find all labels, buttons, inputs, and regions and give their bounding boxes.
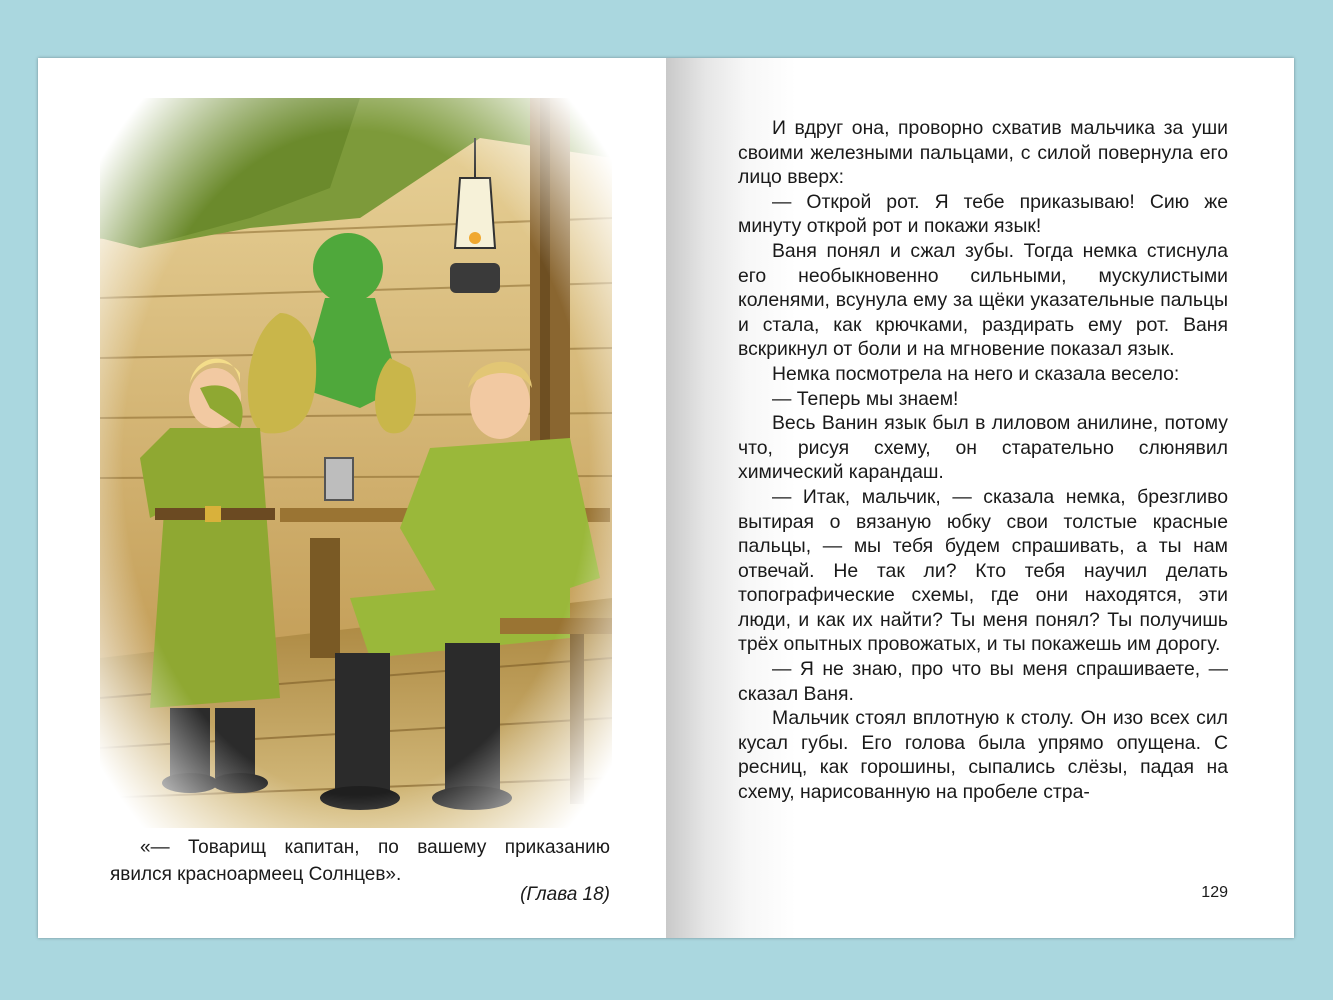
paragraph: — Я не знаю, про что вы меня спрашиваете, — сказал Ваня. [738, 658, 1228, 705]
book-spread [38, 58, 1294, 938]
story-text [738, 116, 1228, 805]
paragraph: Мальчик стоял вплотную к столу. Он изо всех сил кусал губы. Его голова была упрямо опущена. С ресниц, как горошины, сыпались слёзы, падая на схему, нарисованную на пробеле стра- [738, 707, 1228, 804]
chapter-reference: (Глава 18) [520, 884, 610, 905]
left-page [38, 58, 666, 938]
paragraph: И вдруг она, проворно схватив мальчика за уши своими железными пальцами, с силой повернула его лицо вверх: [738, 117, 1228, 189]
paragraph: Ваня понял и сжал зубы. Тогда немка стиснула его необыкновенно сильными, мускулистыми коленями, всунула ему за щёки указательные пальцы и стала, как крючками, раздирать ему рот. Ваня вскрикнул от боли и на мгновение показал язык. [738, 239, 1228, 361]
paragraph: — Итак, мальчик, — сказала немка, брезгливо вытирая о вязаную юбку свои толстые красные пальцы, — мы тебя будем спрашивать, а ты нам отвечай. Не так ли? Кто тебя научил делать топографические схемы, где они находятся, эти люди, и как их найти? Ты меня понял? Ты получишь трёх опытных провожатых, и ты покажешь им дорогу. [738, 485, 1228, 656]
right-page [666, 58, 1294, 938]
page-number: 129 [1201, 884, 1228, 901]
paragraph: Немка посмотрела на него и сказала весело: [772, 362, 1180, 385]
soldiers-illustration [100, 98, 612, 828]
illustration-caption: «— Товарищ капитан, по вашему приказанию явился красноармеец Солнцев». [110, 837, 610, 885]
paragraph: — Теперь мы знаем! [772, 387, 959, 410]
paragraph: — Открой рот. Я тебе приказываю! Сию же минуту открой рот и покажи язык! [738, 190, 1228, 238]
paragraph: Весь Ванин язык был в лиловом анилине, потому что, рисуя схему, он старательно слюнявил химический карандаш. [738, 412, 1228, 484]
